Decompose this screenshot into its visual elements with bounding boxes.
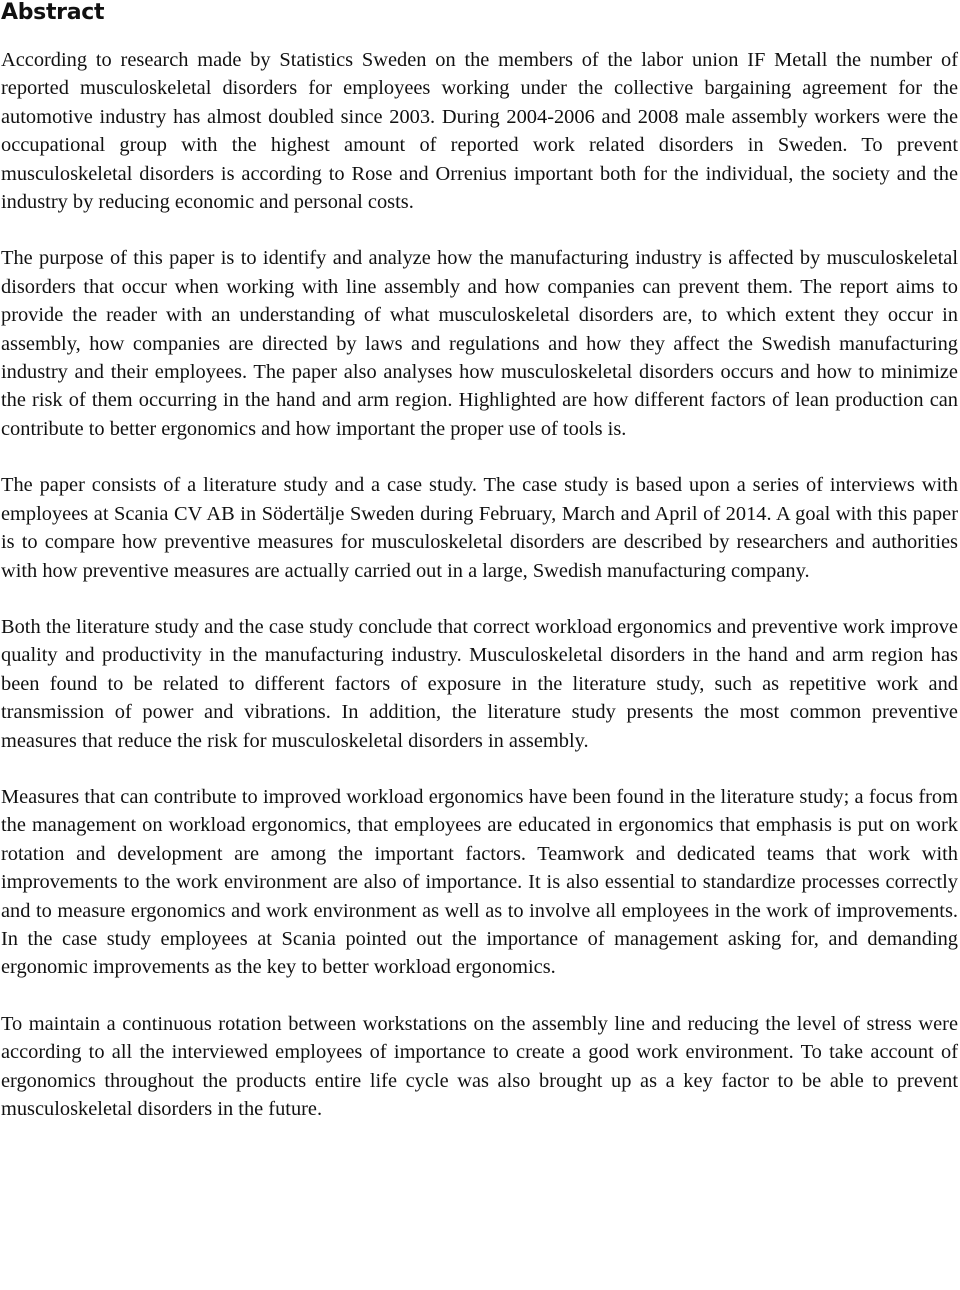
abstract-heading: Abstract: [1, 0, 105, 25]
paragraph-measures: Measures that can contribute to improved workload ergonomics have been found in the literature study; a focus from the management on workload ergonomics, that employees are educated in ergonomics that emphasis is put on work rotation and development are among the important factors. Teamwork and dedicated teams that work with improvements to the work environment are also of importance. It is also essential to standardize processes correctly and to measure ergonomics and work environment as well as to involve all employees in the work of improvements. In the case study employees at Scania pointed out the importance of management asking for, and demanding ergonomic improvements as the key to better workload ergonomics.: [1, 785, 958, 979]
paragraph-background: According to research made by Statistics Sweden on the members of the labor union IF Metall the number of reported musculoskeletal disorders for employees working under the collective bargaining agreement for the automotive industry has almost doubled since 2003. During 2004-2006 and 2008 male assembly workers were the occupational group with the highest amount of reported work related disorders in Sweden. To prevent musculoskeletal disorders is according to Rose and Orrenius important both for the individual, the society and the industry by reducing economic and personal costs.: [1, 49, 958, 214]
paragraph-rotation: To maintain a continuous rotation between workstations on the assembly line and reducing the level of stress were according to all the interviewed employees of importance to create a good work environment. To take account of ergonomics throughout the products entire life cycle was also brought up as a key factor to be able to prevent musculoskeletal disorders in the future.: [1, 1012, 958, 1120]
paragraph-purpose: The purpose of this paper is to identify and analyze how the manufacturing industry is affected by musculoskeletal disorders that occur when working with line assembly and how companies can prevent them. The report aims to provide the reader with an understanding of what musculoskeletal disorders are, to which extent they occur in assembly, how companies are directed by laws and regulations and how they affect the Swedish manufacturing industry and their employees. The paper also analyses how musculoskeletal disorders occurs and how to minimize the risk of them occurring in the hand and arm region. Highlighted are how different factors of lean production can contribute to better ergonomics and how important the proper use of tools is.: [1, 247, 958, 440]
paragraph-conclusion: Both the literature study and the case study conclude that correct workload ergonomics and preventive work improve quality and productivity in the manufacturing industry. Musculoskeletal disorders in the hand and arm region has been found to be related to different factors of exposure in the literature study, such as repetitive work and transmission of power and vibrations. In addition, the literature study presents the most common preventive measures that reduce the risk for musculoskeletal disorders in assembly.: [1, 615, 958, 752]
paragraph-method: The paper consists of a literature study and a case study. The case study is based upon a series of interviews with employees at Scania CV AB in Södertälje Sweden during February, March and April of 2014. A goal with this paper is to compare how preventive measures for musculoskeletal disorders are described by researchers and authorities with how preventive measures are actually carried out in a large, Swedish manufacturing company.: [1, 474, 958, 582]
